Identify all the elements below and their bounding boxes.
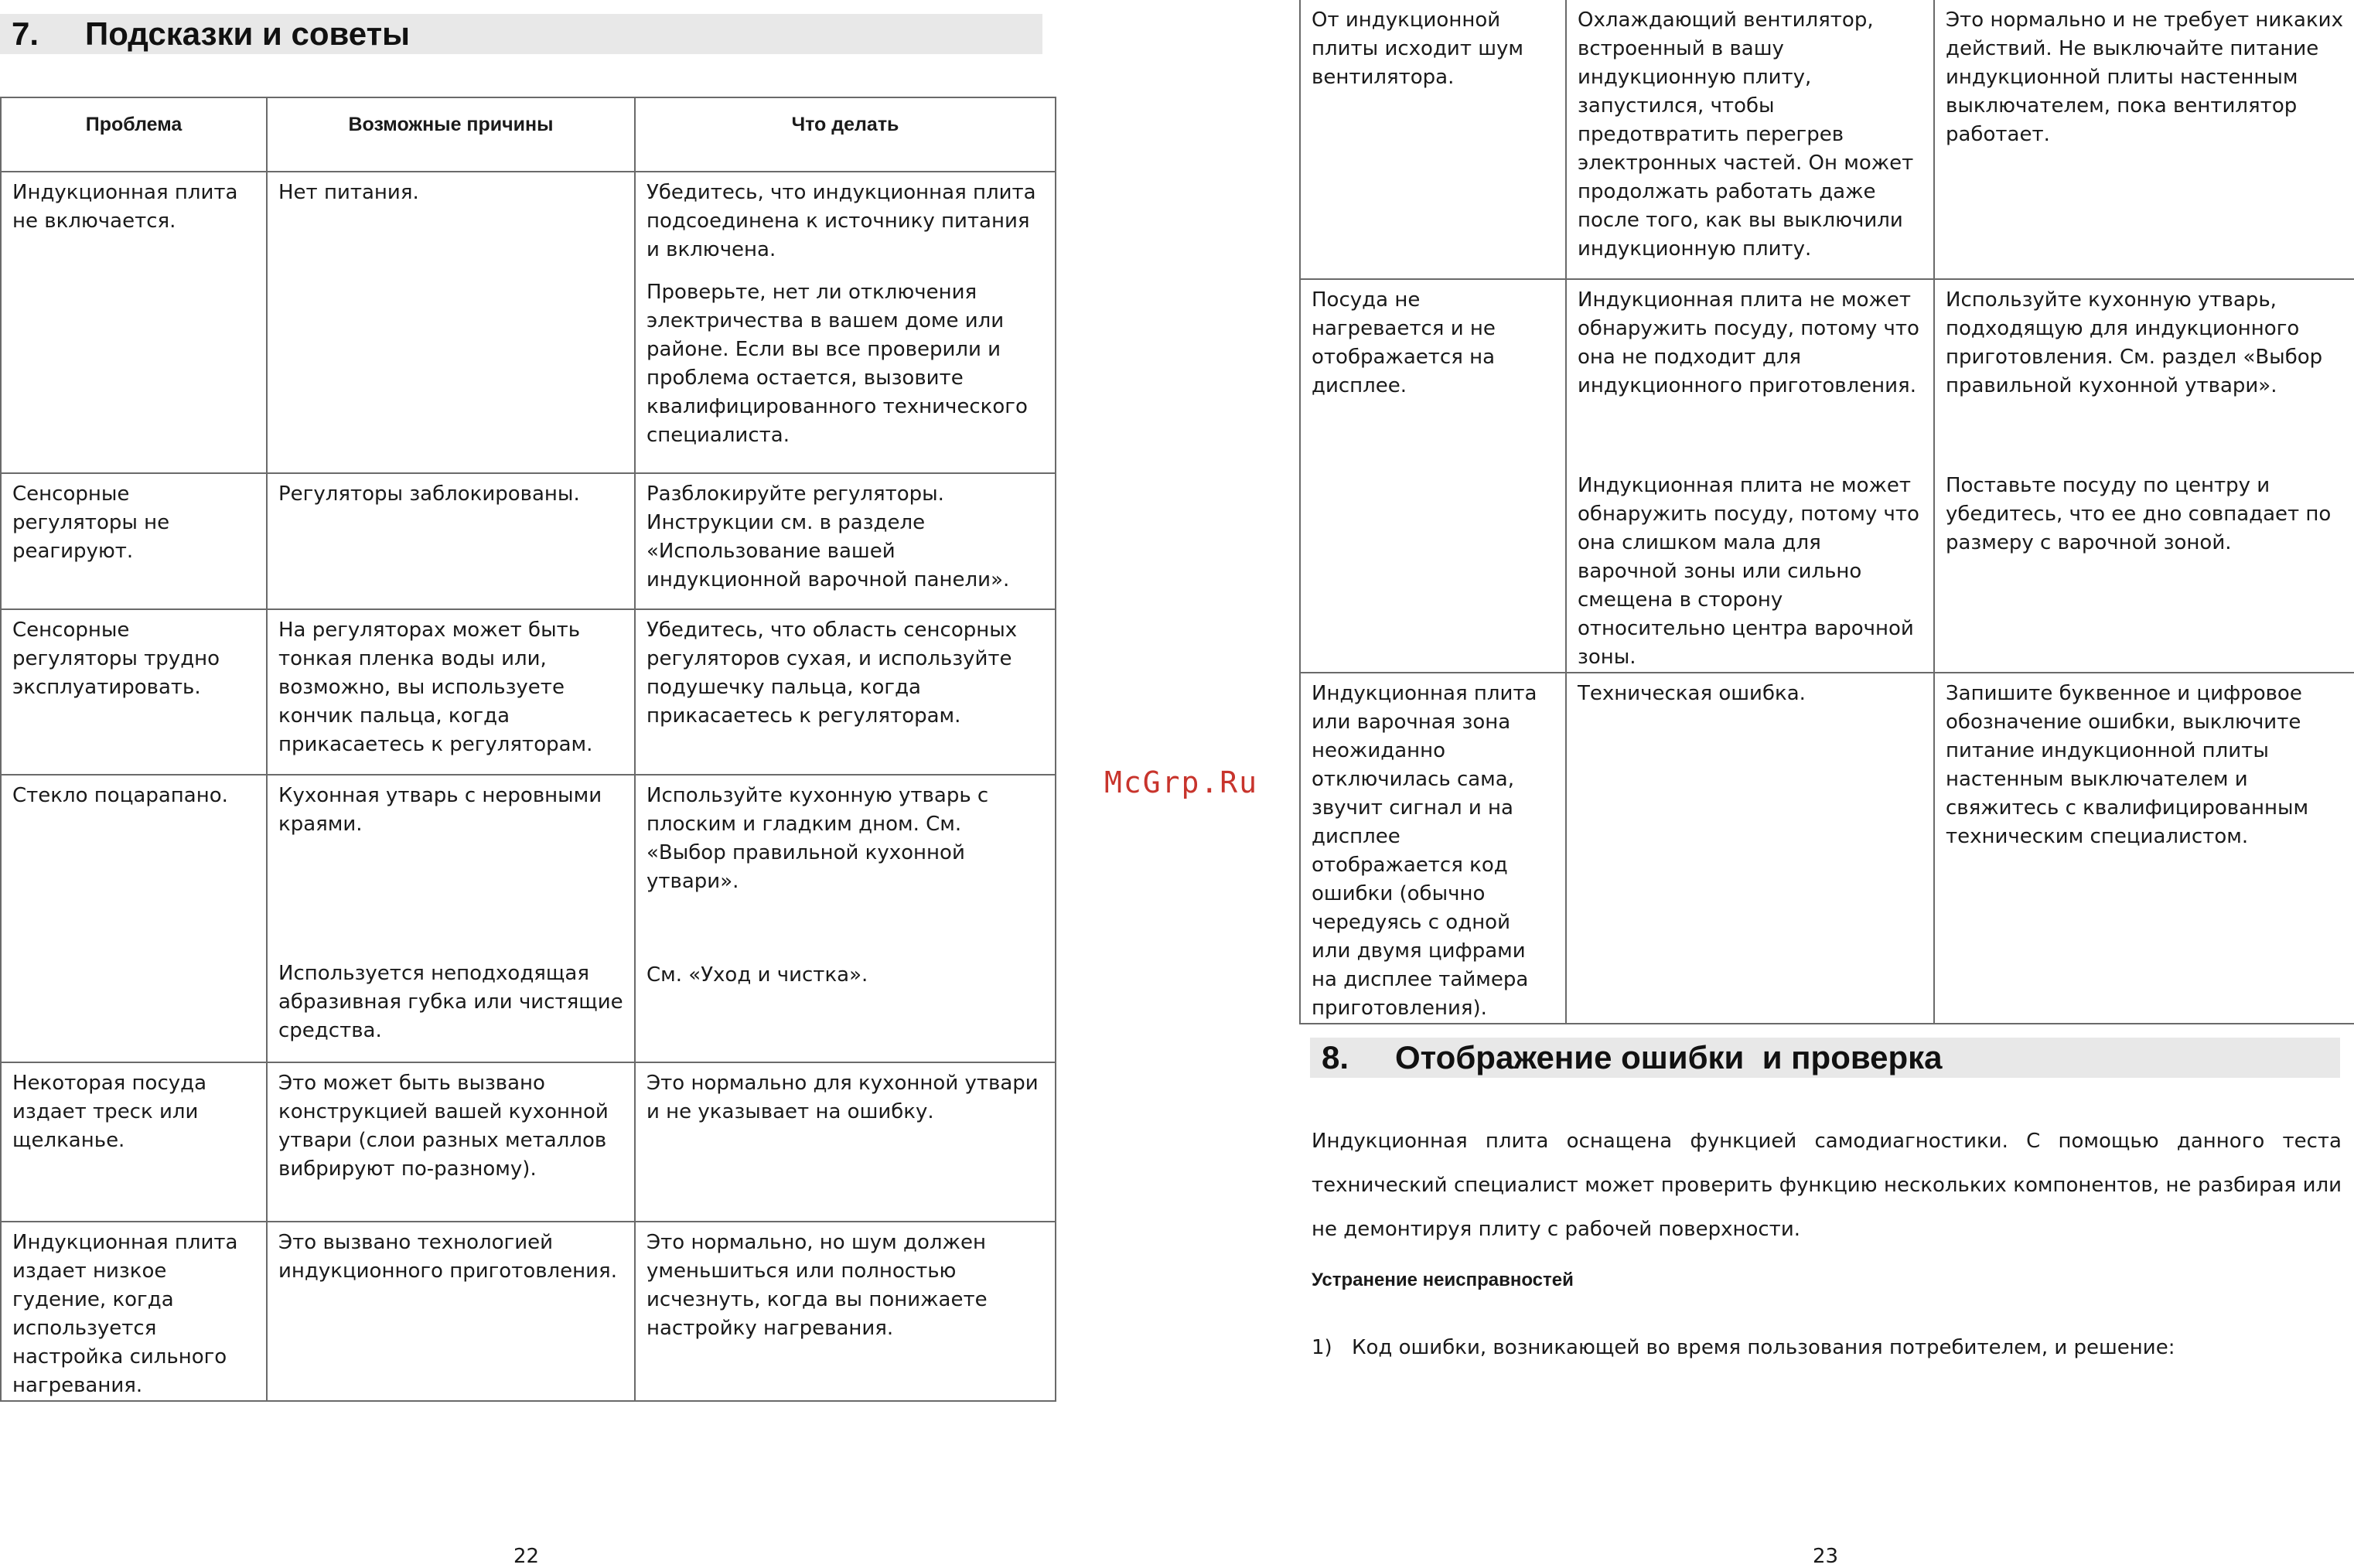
page-number-right: 23 xyxy=(1813,1545,1839,1568)
row-action: Это нормально и не требует никаких действий. Не выключайте питание индукционной плиты настенным выключателем, пока вентилятор работает. xyxy=(1934,0,2354,279)
row-problem: Некоторая посуда издает треск или щелканье. xyxy=(1,1062,267,1222)
page-number-left: 22 xyxy=(513,1545,540,1568)
table-row xyxy=(1,1062,1056,1222)
row-problem: Сенсорные регуляторы не реагируют. xyxy=(1,473,267,609)
row-action: Это нормально, но шум должен уменьшиться или полностью исчезнуть, когда вы понижаете настройку нагревания. xyxy=(635,1222,1056,1401)
row-problem: Посуда не нагревается и не отображается на дисплее. xyxy=(1300,279,1566,673)
row-problem: Сенсорные регуляторы трудно эксплуатировать. xyxy=(1,609,267,775)
row-cause: Это вызвано технологией индукционного приготовления. xyxy=(267,1222,635,1401)
section-7-header xyxy=(0,14,1042,54)
header-problem: Проблема xyxy=(1,97,267,172)
table-row xyxy=(1,1222,1056,1401)
troubleshooting-subheading: Устранение неисправностей xyxy=(1312,1270,1574,1290)
row-problem: Индукционная плита или варочная зона неожиданно отключилась сама, звучит сигнал и на дисплее отображается код ошибки (обычно чередуясь с одной или двумя цифрами на дисплее таймера приготовления). xyxy=(1300,673,1566,1024)
action-text: См. «Уход и чистка». xyxy=(646,963,868,987)
action-text: Проверьте, нет ли отключения электричества в вашем доме или районе. Если вы все проверили и проблема остается, вызовите квалифицированного технического специалиста. xyxy=(646,281,1028,447)
row-action: Убедитесь, что область сенсорных регуляторов сухая, и используйте подушечку пальца, когда прикасаетесь к регуляторам. xyxy=(635,609,1056,775)
table-row xyxy=(1300,673,2354,1024)
row-action xyxy=(1934,279,2354,673)
row-action: Это нормально для кухонной утвари и не указывает на ошибку. xyxy=(635,1062,1056,1222)
section-8-intro: Индукционная плита оснащена функцией самодиагностики. С помощью данного теста технический специалист может проверить функцию нескольких компонентов, не разбирая или не демонтируя плиту с рабочей поверхности. xyxy=(1312,1130,2342,1241)
row-action: Разблокируйте регуляторы. Инструкции см. в разделе «Использование вашей индукционной варочной панели». xyxy=(635,473,1056,609)
section-7-title: Подсказки и советы xyxy=(85,15,411,52)
list-item-text: Код ошибки, возникающей во время пользования потребителем, и решение: xyxy=(1352,1336,2175,1359)
cause-text: Кухонная утварь с неровными краями. xyxy=(278,784,602,836)
row-problem: Индукционная плита не включается. xyxy=(1,172,267,473)
table-row xyxy=(1,172,1056,473)
cause-text: Используется неподходящая абразивная губка или чистящие средства. xyxy=(278,962,623,1042)
row-action xyxy=(635,172,1056,473)
cause-text: Индукционная плита не может обнаружить посуду, потому что она слишком мала для варочной зоны или сильно смещена в сторону относительно центра варочной зоны. xyxy=(1578,474,1919,669)
watermark: McGrp.Ru xyxy=(1104,765,1259,799)
list-item xyxy=(1312,1336,2175,1359)
action-text: Используйте кухонную утварь с плоским и гладким дном. См. «Выбор правильной кухонной утвари». xyxy=(646,784,989,893)
row-problem: Индукционная плита издает низкое гудение, когда используется настройка сильного нагревания. xyxy=(1,1222,267,1401)
row-problem: От индукционной плиты исходит шум вентилятора. xyxy=(1300,0,1566,279)
row-cause: Это может быть вызвано конструкцией вашей кухонной утвари (слои разных металлов вибрируют по-разному). xyxy=(267,1062,635,1222)
section-8-number: 8. xyxy=(1322,1039,1349,1075)
row-cause xyxy=(267,775,635,1062)
table-header-row xyxy=(1,97,1056,172)
cause-text: Индукционная плита не может обнаружить посуду, потому что она не подходит для индукционного приготовления. xyxy=(1578,288,1919,397)
action-text: Убедитесь, что индукционная плита подсоединена к источнику питания и включена. xyxy=(646,181,1036,261)
table-row xyxy=(1,473,1056,609)
section-8-header xyxy=(1310,1038,2340,1078)
table-row xyxy=(1300,279,2354,673)
action-text: Используйте кухонную утварь, подходящую для индукционного приготовления. См. раздел «Выбор правильной кухонной утвари». xyxy=(1946,288,2323,397)
row-cause: Охлаждающий вентилятор, встроенный в вашу индукционную плиту, запустился, чтобы предотвратить перегрев электронных частей. Он может продолжать работать даже после того, как вы выключили индукционную плиту. xyxy=(1566,0,1934,279)
row-cause: Техническая ошибка. xyxy=(1566,673,1934,1024)
row-cause xyxy=(1566,279,1934,673)
list-item-marker: 1) xyxy=(1312,1336,1332,1359)
row-action: Запишите буквенное и цифровое обозначение ошибки, выключите питание индукционной плиты настенным выключателем и свяжитесь с квалифицированным техническим специалистом. xyxy=(1934,673,2354,1024)
row-cause: Регуляторы заблокированы. xyxy=(267,473,635,609)
section-8-title: Отображение ошибки и проверка xyxy=(1395,1039,1943,1075)
row-cause: Нет питания. xyxy=(267,172,635,473)
action-text: Поставьте посуду по центру и убедитесь, что ее дно совпадает по размеру с варочной зоной. xyxy=(1946,474,2332,554)
table-row xyxy=(1,609,1056,775)
header-action: Что делать xyxy=(635,97,1056,172)
row-problem: Стекло поцарапано. xyxy=(1,775,267,1062)
row-action xyxy=(635,775,1056,1062)
section-7-number: 7. xyxy=(12,15,39,52)
table-row xyxy=(1,775,1056,1062)
tips-table xyxy=(0,97,1056,1402)
header-causes: Возможные причины xyxy=(267,97,635,172)
tips-table-continued xyxy=(1299,0,2354,1024)
table-row xyxy=(1300,0,2354,279)
row-cause: На регуляторах может быть тонкая пленка воды или, возможно, вы используете кончик пальца, когда прикасаетесь к регуляторам. xyxy=(267,609,635,775)
